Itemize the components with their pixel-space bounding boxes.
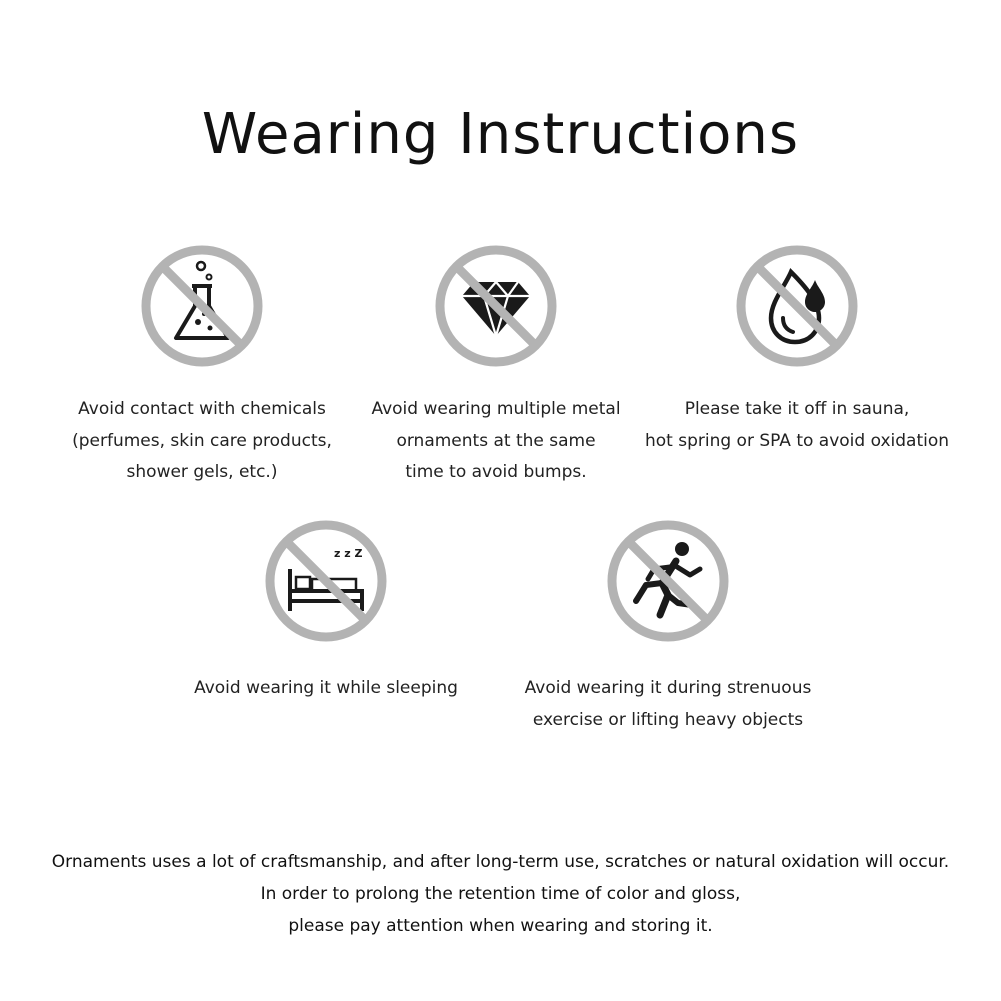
no-water-sauna-icon <box>735 244 859 368</box>
instruction-sauna <box>637 244 957 457</box>
instruction-multiple-metal <box>336 244 656 489</box>
instruction-exercise <box>508 519 828 736</box>
caption-line: Avoid wearing multiple metal <box>371 399 621 419</box>
caption-line: shower gels, etc.) <box>126 462 278 482</box>
no-multiple-metal-icon <box>434 244 558 368</box>
caption-line: hot spring or SPA to avoid oxidation <box>644 430 950 451</box>
caption-line: Avoid wearing it during strenuous <box>524 678 812 698</box>
caption-line: Avoid wearing it while sleeping <box>194 678 458 698</box>
no-sleeping-icon <box>264 519 388 643</box>
caption-line: ornaments at the same <box>396 430 596 451</box>
no-chemicals-icon <box>140 244 264 368</box>
no-exercise-icon <box>606 519 730 643</box>
caption-line: (perfumes, skin care products, <box>72 430 332 451</box>
caption-line: Avoid contact with chemicals <box>78 399 326 419</box>
footer-line: please pay attention when wearing and storing it. <box>288 916 713 936</box>
caption-line: time to avoid bumps. <box>405 462 587 482</box>
zzz-text: z z Z <box>334 547 363 560</box>
caption-line: Please take it off in sauna, <box>684 399 910 419</box>
footer-line: Ornaments uses a lot of craftsmanship, and after long-term use, scratches or natural oxidation will occur. <box>51 852 950 872</box>
instruction-chemicals <box>42 244 362 489</box>
footer-line: In order to prolong the retention time of color and gloss, <box>260 884 741 904</box>
instruction-sleeping <box>166 519 486 705</box>
caption-line: exercise or lifting heavy objects <box>532 709 804 730</box>
footer-note <box>0 846 1001 942</box>
page-title: Wearing Instructions <box>201 101 800 167</box>
